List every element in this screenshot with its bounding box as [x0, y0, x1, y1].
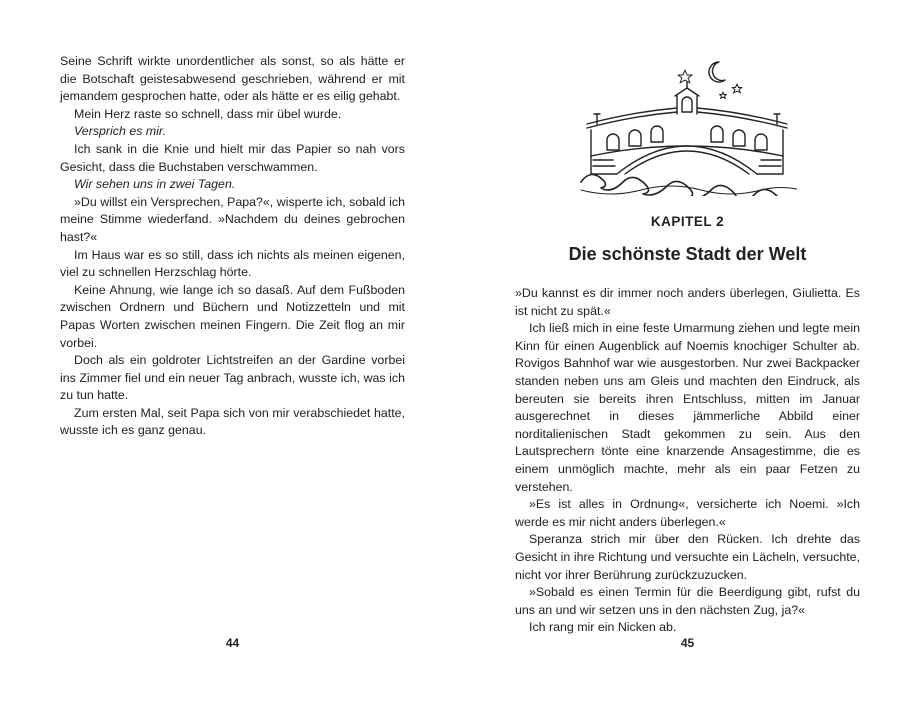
rialto-bridge-illustration: [577, 56, 797, 196]
moon-icon: [709, 62, 725, 82]
right-page-text: [515, 285, 860, 637]
paragraph: Versprich es mir.: [74, 124, 167, 139]
paragraph: Ich ließ mich in eine feste Umarmung ziehen und legte mein Kinn für einen Augenblick auf Noemis knochiger Schulter ab. Rovigos Bahnhof war wie ausgestorben. Nur zwei Backpacker standen neben uns am Gleis und machten den Eindruck, als bereuten sie bereits ihren Entschluss, mitten im Januar ausgerechnet in dieses jämmerliche Abbild einer norditalienischen Stadt gekommen zu sein. Aus den Lautsprechern tönte eine knarzende Ansagestimme, die es einem unmöglich machte, mehr als ein paar Fetzen zu verstehen.: [515, 321, 860, 494]
paragraph: Doch als ein goldroter Lichtstreifen an der Gardine vorbei ins Zimmer fiel und ein neuer Tag anbrach, wusste ich, was ich zu tun hatte.: [60, 353, 405, 403]
chapter-label: KAPITEL 2: [650, 214, 725, 229]
star-icon: [720, 92, 727, 99]
paragraph: »Du kannst es dir immer noch anders überlegen, Giulietta. Es ist nicht zu spät.«: [515, 286, 860, 318]
page-number: 45: [680, 636, 695, 650]
paragraph: Speranza strich mir über den Rücken. Ich drehte das Gesicht in ihre Richtung und versuchte ein Lächeln, versuchte, nicht vor ihrer Berührung zurückzuzucken.: [515, 532, 860, 582]
page-number: 44: [225, 636, 240, 650]
right-page: [515, 0, 860, 707]
paragraph: Zum ersten Mal, seit Papa sich von mir verabschiedet hatte, wusste ich es ganz genau.: [60, 405, 405, 438]
paragraph: Im Haus war es so still, dass ich nichts als meinen eigenen, viel zu schnellen Herzschlag hörte.: [60, 247, 405, 280]
paragraph: »Du willst ein Versprechen, Papa?«, wisperte ich, sobald ich meine Stimme wiederfand. »Nachdem du deines gebrochen hast?«: [60, 194, 405, 244]
chapter-title: Die schönste Stadt der Welt: [568, 244, 807, 264]
star-icon: [732, 84, 742, 93]
paragraph: »Sobald es einen Termin für die Beerdigung gibt, rufst du uns an und wir setzen uns in den nächsten Zug, ja?«: [515, 585, 860, 617]
paragraph: Mein Herz raste so schnell, dass mir übel wurde.: [74, 106, 342, 121]
left-page-text: [60, 53, 405, 440]
paragraph: Seine Schrift wirkte unordentlicher als sonst, so als hätte er die Botschaft geistesabwesend geschrieben, während er mit jemandem gesprochen hatte, oder als hätte er es eilig gehabt.: [60, 54, 405, 104]
star-icon: [678, 70, 692, 83]
paragraph: Keine Ahnung, wie lange ich so dasaß. Auf dem Fußboden zwischen Ordnern und Büchern und Notizzetteln und mit Papas Worten zwischen meinen Fingern. Die Zeit flog an mir vorbei.: [60, 282, 405, 350]
paragraph: Ich rang mir ein Nicken ab.: [529, 620, 677, 635]
paragraph: Wir sehen uns in zwei Tagen.: [74, 177, 236, 192]
left-page: [60, 0, 405, 707]
paragraph: Ich sank in die Knie und hielt mir das Papier so nah vors Gesicht, dass die Buchstaben verschwammen.: [60, 141, 405, 174]
paragraph: »Es ist alles in Ordnung«, versicherte ich Noemi. »Ich werde es mir nicht anders überlegen.«: [515, 497, 860, 529]
